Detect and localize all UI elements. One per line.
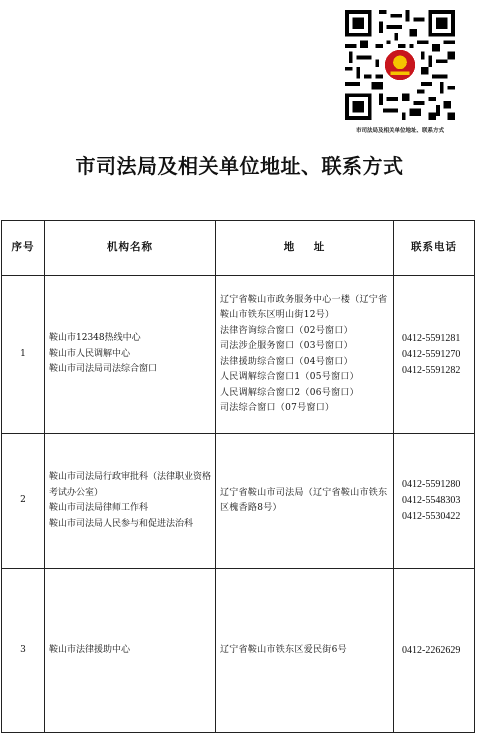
contact-table: [1, 220, 475, 733]
org-name: 鞍山市司法局律师工作科: [49, 503, 149, 513]
org-name: 鞍山市人民调解中心: [49, 348, 131, 359]
address-line: 辽宁省鞍山市铁东区爱民街6号: [220, 644, 347, 655]
page-title: 市司法局及相关单位地址、联系方式: [75, 154, 404, 178]
address-line: 法律咨询综合窗口（02号窗口）: [220, 325, 353, 336]
table-row: [2, 434, 475, 569]
phone-number: 0412-5591270: [402, 348, 461, 360]
row-index: 2: [2, 434, 45, 569]
table-row: [2, 276, 475, 434]
address-line: 法律援助综合窗口（04号窗口）: [220, 356, 353, 367]
header-index: 序号: [2, 221, 45, 276]
address-line: 人民调解综合窗口1（05号窗口）: [220, 372, 359, 382]
phone-number: 0412-5548303: [402, 495, 461, 506]
header-address: 地 址: [216, 221, 394, 276]
phone-number: 0412-5591282: [402, 364, 461, 376]
qr-code-block: [338, 10, 462, 134]
org-name: 鞍山市司法局司法综合窗口: [49, 364, 158, 375]
org-name: 鞍山市12348热线中心: [49, 333, 141, 344]
row-phones: [394, 434, 475, 569]
address-line: 辽宁省鞍山市司法局（辽宁省鞍山市铁东区槐香路8号）: [220, 487, 388, 513]
row-names: [45, 276, 216, 434]
phone-number: 0412-5591281: [402, 332, 461, 344]
row-names: [45, 434, 216, 569]
qr-caption: 市司法局及相关单位地址、联系方式: [355, 128, 444, 134]
header-name: 机构名称: [45, 221, 216, 276]
row-phones: [394, 276, 475, 434]
table-header-row: [2, 221, 475, 276]
org-name: 鞍山市司法局人民参与和促进法治科: [49, 518, 194, 529]
address-line: 人民调解综合窗口2（06号窗口）: [220, 387, 359, 398]
phone-number: 0412-2262629: [402, 644, 461, 656]
row-names: [45, 569, 216, 733]
table-row: [2, 569, 475, 733]
row-addresses: [216, 276, 394, 434]
address-line: 辽宁省鞍山市政务服务中心一楼（辽宁省鞍山市铁东区明山街12号）: [220, 294, 388, 320]
address-line: 司法涉企服务窗口（03号窗口）: [220, 341, 353, 351]
phone-number: 0412-5530422: [402, 511, 461, 522]
row-index: 3: [2, 569, 45, 733]
row-index: 1: [2, 276, 45, 434]
row-phones: [394, 569, 475, 733]
org-name: 鞍山市司法局行政审批科（法律职业资格考试办公室）: [49, 472, 212, 498]
qr-code-icon: [345, 10, 455, 120]
address-line: 司法综合窗口（07号窗口）: [220, 403, 335, 413]
phone-number: 0412-5591280: [402, 479, 461, 490]
row-addresses: [216, 434, 394, 569]
row-addresses: [216, 569, 394, 733]
header-phone: 联系电话: [394, 221, 475, 276]
org-name: 鞍山市法律援助中心: [49, 644, 131, 655]
